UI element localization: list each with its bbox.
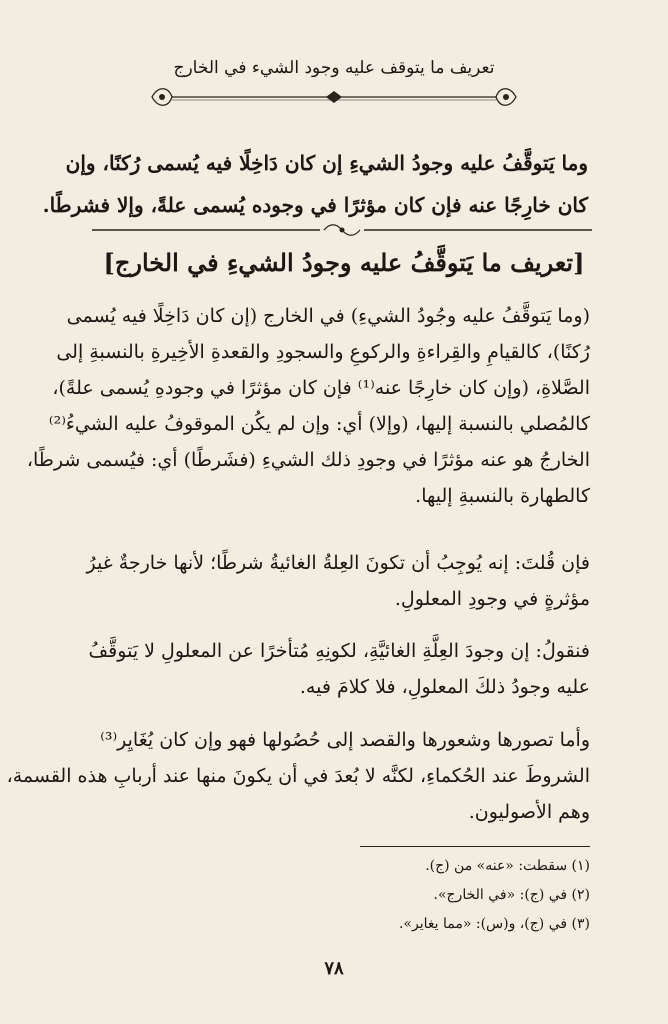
matn-line: كان خارِجًا عنه فإن كان مؤثرًا في وجوده يُسمى علةً، وإلا فشرطًا.	[42, 193, 588, 217]
matn-line: وما يَتوقَّفُ عليه وجودُ الشيءِ إن كان دَاخِلًا فيه يُسمى رُكنًا، وإن	[65, 151, 588, 175]
section-title: [تعريف ما يَتوقَّفُ عليه وجودُ الشيءِ في الخارج]	[103, 248, 585, 277]
divider-ornament-icon	[92, 222, 592, 238]
text-line: رُكنًا)، كالقيامِ والقِراءةِ والركوعِ والسجودِ والقعدةِ الأخِيرةِ بالنسبةِ إلى	[56, 341, 590, 363]
text-line: الصَّلاةِ، (وإن كان خارِجًا عنه⁽¹⁾ فإن كان مؤثرًا في وجودهِ يُسمى علةً)،	[52, 377, 590, 399]
commentary-block-2	[86, 545, 590, 617]
header-ornament-icon	[150, 84, 518, 110]
text-line: مؤثرةٍ في وجودِ المعلولِ.	[394, 588, 590, 610]
running-header	[150, 58, 518, 114]
footnotes	[300, 852, 590, 939]
text-line: (وما يَتوقَّفُ عليه وجُودُ الشيءِ) في الخارج (إن كان دَاخِلًا فيه يُسمى	[66, 305, 590, 327]
footnote: (٢) في (ج): «في الخارج».	[433, 887, 590, 903]
text-line: وأما تصورها وشعورها والقصد إلى حُصُولها فهو وإن كان يُغَايِر⁽³⁾	[100, 729, 590, 751]
commentary-block-4	[6, 722, 590, 830]
page-number: ٧٨	[324, 958, 344, 979]
header-title: تعريف ما يتوقف عليه وجود الشيء في الخارج	[173, 58, 495, 78]
text-line: كالطهارة بالنسبةِ إليها.	[415, 485, 590, 507]
text-line: فنقولُ: إن وجودَ العِلَّةِ الغائيَّةِ، لكونِهِ مُتأخرًا عن المعلولِ لا يَتوقَّفُ	[88, 640, 590, 662]
text-line: الشروطَ عند الحُكماءِ، لكنَّه لا بُعدَ في أن يكونَ منها عند أربابِ هذه القسمة،	[6, 765, 590, 787]
text-line: كالمُصلي بالنسبة إليها، (وإلا) أي: وإن لم يكُن الموقوفُ عليه الشيءُ⁽²⁾	[48, 413, 590, 435]
footnote-rule	[360, 846, 590, 847]
matn-text	[42, 142, 588, 226]
footnote: (٣) في (ج)، و(س): «مما يغاير».	[398, 916, 590, 932]
commentary-block-3	[88, 633, 590, 705]
text-line: وهم الأصوليون.	[468, 801, 590, 823]
text-line: الخارجُ هو عنه مؤثرًا في وجودِ ذلك الشيءِ (فشَرطًا) أي: فيُسمى شرطًا،	[26, 449, 590, 471]
commentary-block-1	[26, 298, 590, 514]
text-line: عليه وجودُ ذلكَ المعلولِ، فلا كلامَ فيه.	[299, 676, 590, 698]
footnote: (١) سقطت: «عنه» من (ج).	[425, 858, 590, 874]
text-line: فإن قُلتَ: إنه يُوجِبُ أن تكونَ العِلةُ الغائيةُ شرطًا؛ لأنها خارجةٌ غيرُ	[86, 552, 590, 574]
